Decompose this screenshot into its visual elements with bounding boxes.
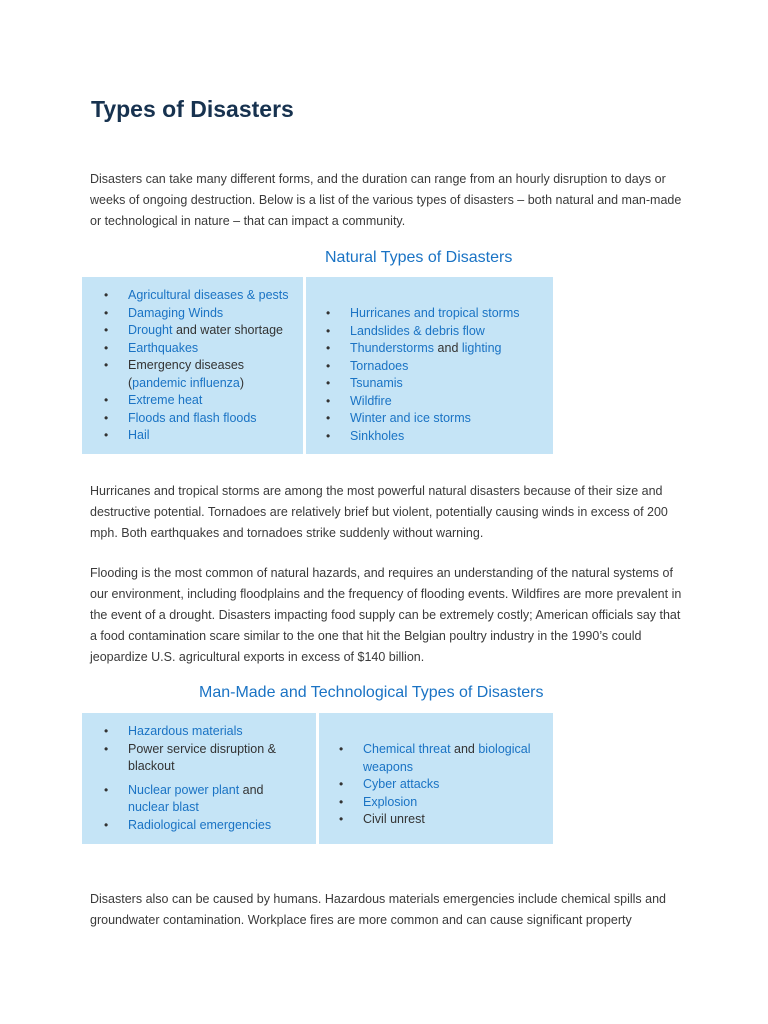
list-item <box>104 392 299 410</box>
human-caused-paragraph: Disasters also can be caused by humans. Hazardous materials emergencies include chemical spills and groundwater contamination. Workplace fires are more common and can cause significant property <box>90 892 666 927</box>
list-item <box>339 776 539 794</box>
item-link[interactable]: Damaging Winds <box>128 305 224 320</box>
manmade-left-column <box>82 713 316 844</box>
list-item <box>104 410 299 428</box>
list-item <box>326 340 551 358</box>
manmade-left-list <box>104 723 304 834</box>
natural-left-column <box>82 277 303 454</box>
list-item <box>104 723 304 741</box>
item-link[interactable]: Chemical threat <box>363 742 451 756</box>
hurricanes-paragraph: Hurricanes and tropical storms are among the most powerful natural disasters because of their size and destructive potential. Tornadoes are relatively brief but violent, potentially causing winds in excess of 200 mph. Both earthquakes and tornadoes strike suddenly without warning. <box>90 484 668 540</box>
list-item <box>339 811 539 829</box>
list-item <box>104 817 304 835</box>
item-link[interactable]: biological weapons <box>363 742 531 774</box>
list-item <box>104 357 299 392</box>
item-text: Emergency diseases ( <box>128 358 245 390</box>
item-link[interactable]: Tornadoes <box>350 358 409 373</box>
item-link[interactable]: Winter and ice storms <box>350 411 471 425</box>
item-link[interactable]: pandemic influenza <box>132 375 240 390</box>
item-text: and <box>239 782 264 797</box>
list-item <box>104 427 299 445</box>
item-link[interactable]: Tsunamis <box>350 376 403 390</box>
item-link[interactable]: Extreme heat <box>128 393 203 407</box>
natural-left-list <box>104 287 299 445</box>
item-link[interactable]: Landslides & debris flow <box>350 323 485 338</box>
item-text: and <box>434 341 462 355</box>
manmade-right-list <box>339 741 539 829</box>
intro-paragraph: Disasters can take many different forms, and the duration can range from an hourly disruption to days or weeks of ongoing destruction. Below is a list of the various types of disasters – both natural and man-made or technological in nature – that can impact a community. <box>90 172 682 228</box>
item-link[interactable]: Explosion <box>363 794 418 809</box>
item-link[interactable]: Hurricanes and tropical storms <box>350 306 520 320</box>
manmade-right-column <box>319 713 553 844</box>
list-item <box>104 305 299 323</box>
list-item <box>104 287 299 305</box>
item-text: ) <box>239 375 245 390</box>
item-link[interactable]: Hazardous materials <box>128 724 243 738</box>
page-title: Types of Disasters <box>91 96 294 122</box>
item-link[interactable]: Nuclear power plant <box>128 782 240 797</box>
item-link[interactable]: lighting <box>461 341 502 355</box>
item-link[interactable]: Agricultural diseases & pests <box>128 288 289 302</box>
list-item <box>339 794 539 812</box>
list-item <box>104 340 299 358</box>
natural-types-heading: Natural Types of Disasters <box>325 249 513 266</box>
item-link[interactable]: Hail <box>128 428 150 442</box>
manmade-types-table <box>82 713 553 844</box>
list-item <box>326 358 551 376</box>
item-link[interactable]: Thunderstorms <box>350 341 435 355</box>
list-item <box>326 410 551 428</box>
list-item <box>104 322 299 340</box>
item-link[interactable]: Wildfire <box>350 393 392 408</box>
list-item <box>104 782 304 817</box>
list-item <box>104 741 304 776</box>
list-item <box>326 305 551 323</box>
flooding-paragraph: Flooding is the most common of natural hazards, and requires an understanding of the natural systems of our environment, including floodplains and the frequency of flooding events. Wildfires are more prevalent in the event of a drought. Disasters impacting food supply can be extremely costly; American officials say that a food contamination scare similar to the one that hit the Belgian poultry industry in the 1990’s could jeopardize U.S. agricultural exports in excess of $140 billion. <box>90 566 682 664</box>
item-text: Civil unrest <box>363 812 425 826</box>
item-link[interactable]: Cyber attacks <box>363 777 440 791</box>
list-item <box>326 375 551 393</box>
item-link[interactable]: Drought <box>128 323 173 337</box>
item-text: Power service disruption & blackout <box>128 741 276 773</box>
list-item <box>326 428 551 446</box>
manmade-types-heading: Man-Made and Technological Types of Disasters <box>199 684 544 701</box>
item-link[interactable]: Floods and flash floods <box>128 410 257 425</box>
list-item <box>339 741 539 776</box>
item-link[interactable]: Earthquakes <box>128 340 199 355</box>
item-link[interactable]: Radiological emergencies <box>128 817 272 832</box>
list-item <box>326 323 551 341</box>
item-text: and <box>450 742 479 756</box>
natural-types-table <box>82 277 553 454</box>
item-text: and water shortage <box>172 323 283 337</box>
item-link[interactable]: Sinkholes <box>350 428 405 443</box>
natural-right-list <box>326 305 551 445</box>
item-link[interactable]: nuclear blast <box>128 800 199 814</box>
natural-right-column <box>306 277 553 454</box>
list-item <box>326 393 551 411</box>
